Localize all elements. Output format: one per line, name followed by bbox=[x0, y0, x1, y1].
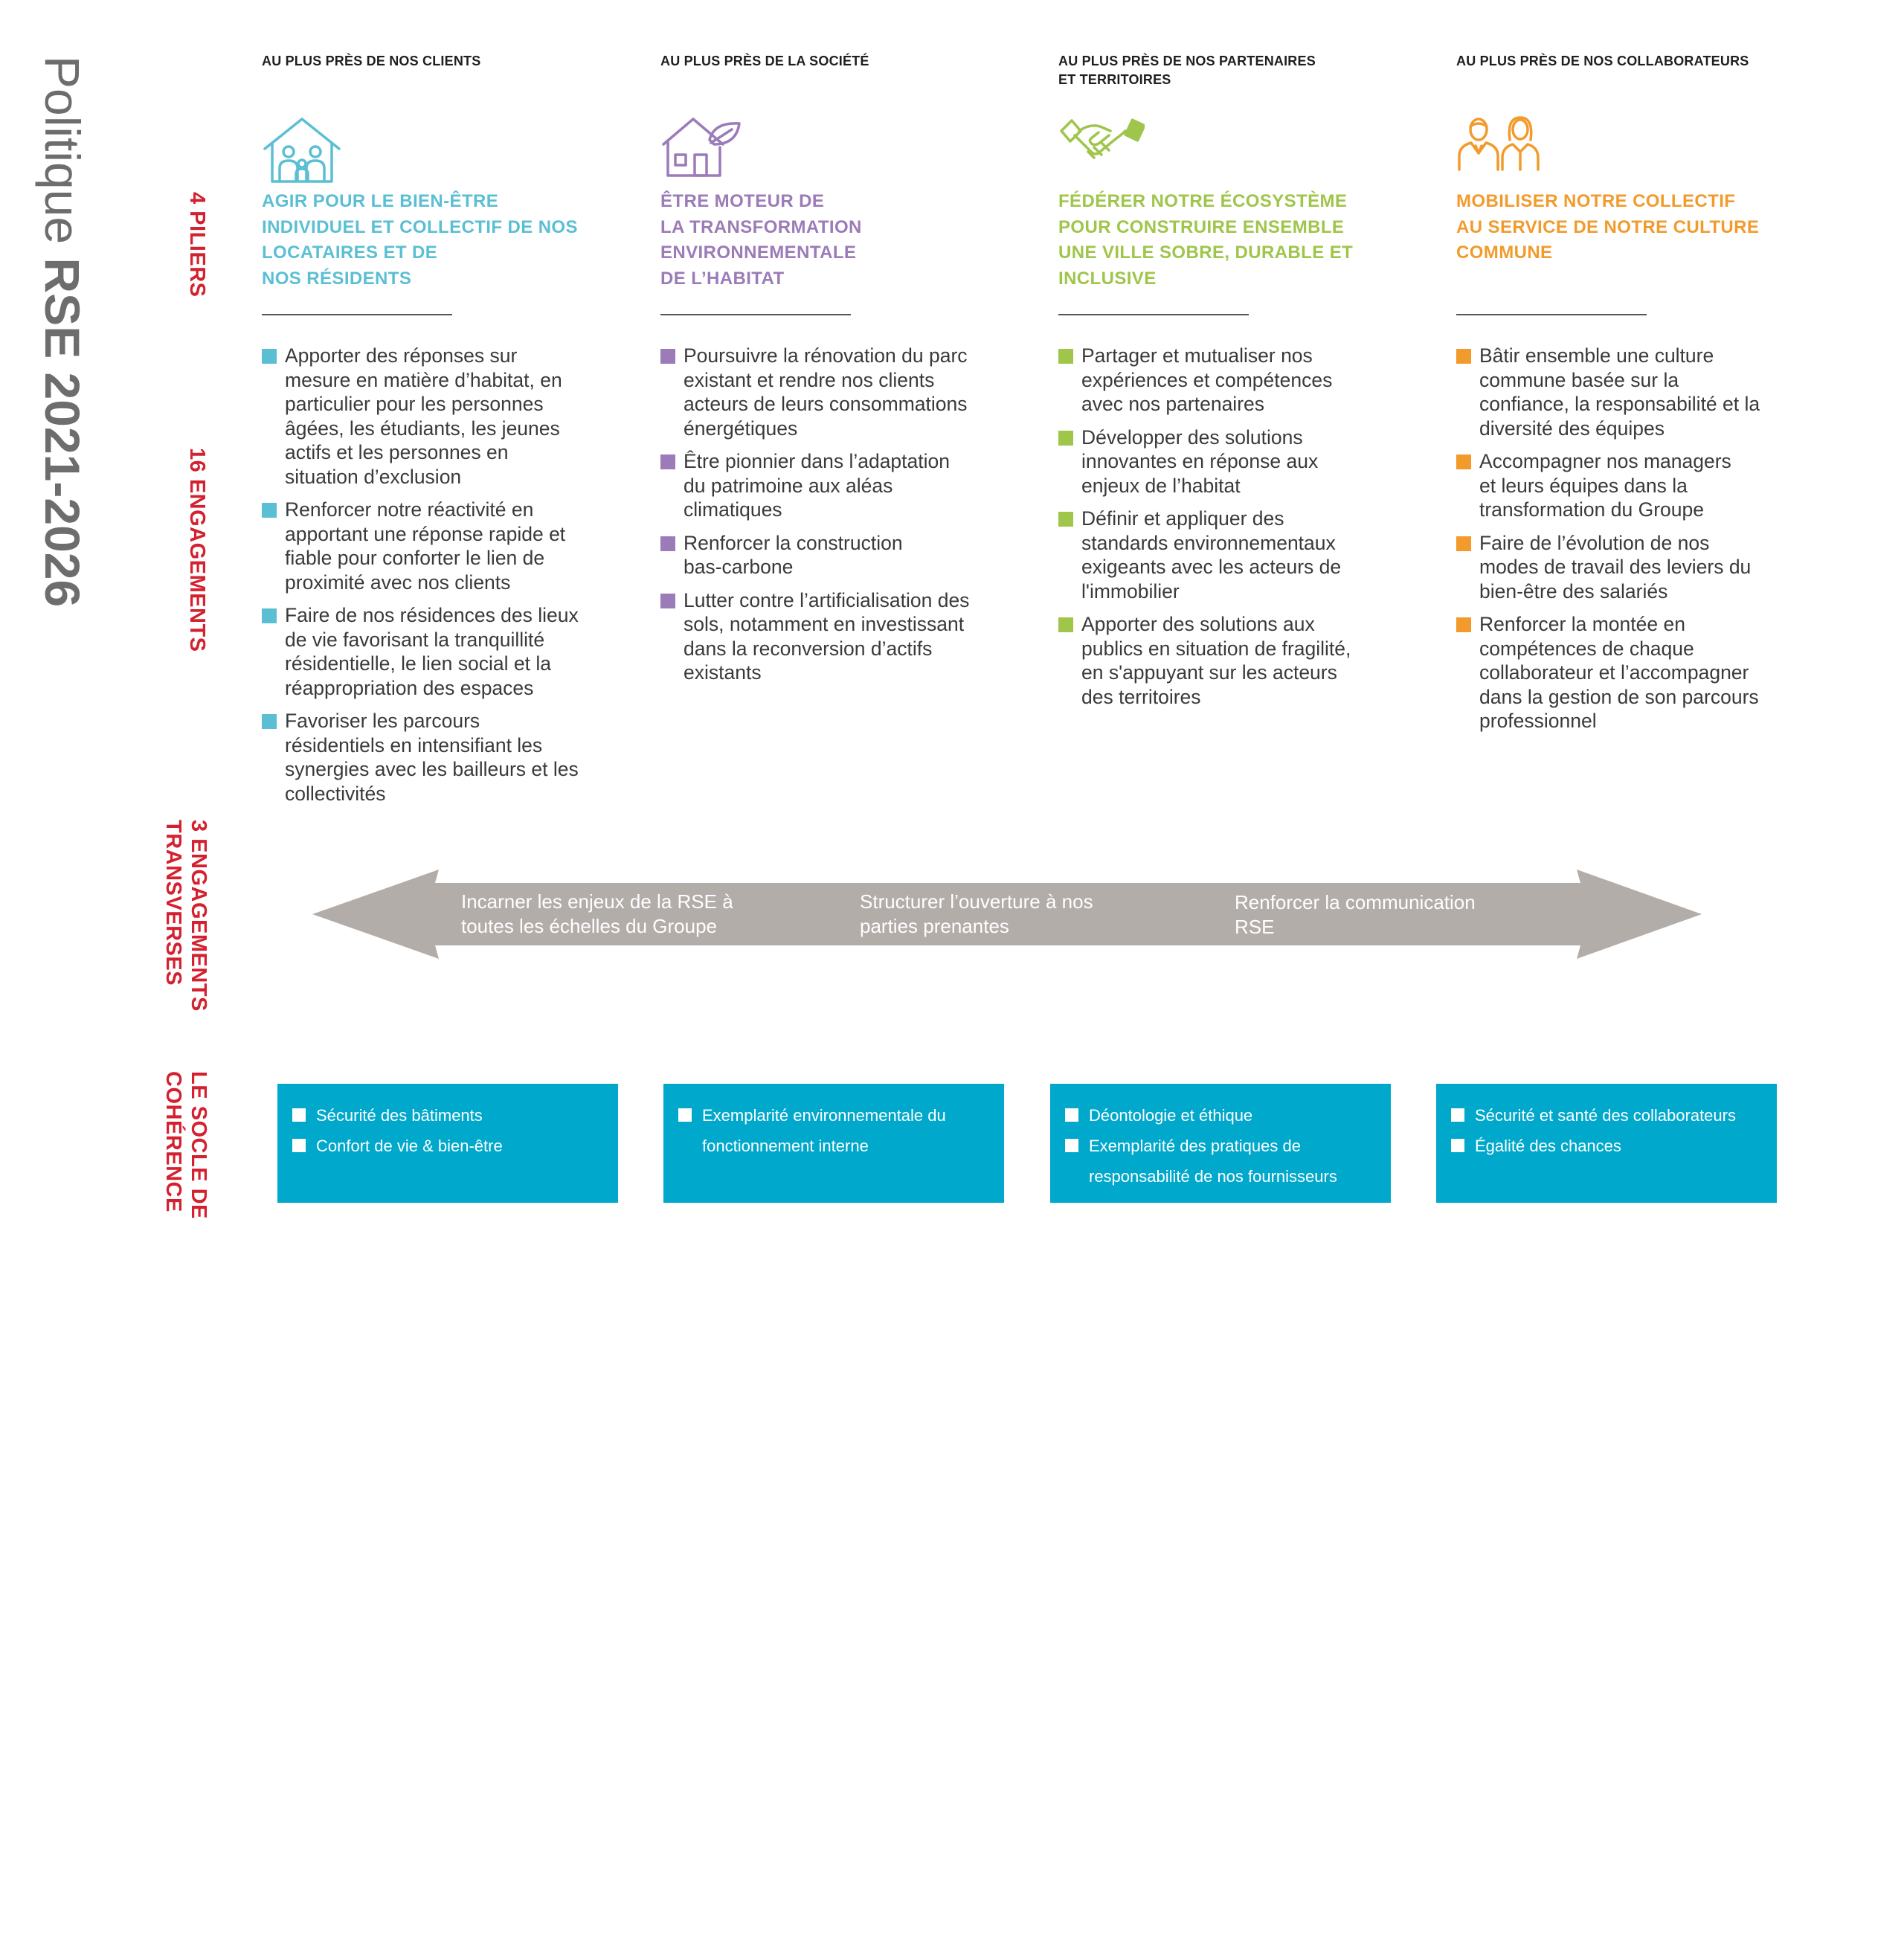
square-bullet-icon bbox=[1058, 512, 1073, 527]
pillar-title-line: COMMUNE bbox=[1456, 242, 1553, 263]
commitment-line: confiance, la responsabilité et la bbox=[1479, 393, 1760, 415]
socle-item bbox=[1451, 1131, 1777, 1161]
pillar-title-line: ENVIRONNEMENTALE bbox=[660, 242, 857, 263]
pillar-title-line: FÉDÉRER NOTRE ÉCOSYSTÈME bbox=[1058, 191, 1348, 211]
square-bullet-icon bbox=[1065, 1139, 1078, 1152]
column-header-line: AU PLUS PRÈS DE NOS PARTENAIRES bbox=[1058, 54, 1316, 68]
commitment-item bbox=[1058, 507, 1386, 603]
row-label-engagements bbox=[184, 448, 210, 652]
column-header bbox=[660, 52, 995, 97]
commitment-line: bas-carbone bbox=[684, 556, 794, 578]
square-bullet-icon bbox=[1456, 349, 1471, 364]
socle-item bbox=[1065, 1100, 1391, 1131]
transverse-item bbox=[461, 890, 733, 938]
commitment-line: climatiques bbox=[684, 498, 782, 521]
commitment-line: synergies avec les bailleurs et les bbox=[285, 758, 579, 780]
commitment-line: énergétiques bbox=[684, 417, 798, 440]
transverse-item-line: Renforcer la communication bbox=[1235, 891, 1476, 913]
column-header-line: AU PLUS PRÈS DE NOS CLIENTS bbox=[262, 54, 481, 68]
commitment-item bbox=[262, 709, 589, 806]
commitment-line: diversité des équipes bbox=[1479, 417, 1665, 440]
commitment-line: expériences et compétences bbox=[1081, 368, 1333, 391]
commitment-line: transformation du Groupe bbox=[1479, 498, 1704, 521]
commitment-line: standards environnementaux bbox=[1081, 531, 1336, 554]
commitment-line: Renforcer la construction bbox=[684, 531, 903, 554]
commitment-line: collectivités bbox=[285, 782, 386, 805]
commitment-line: particulier pour les personnes bbox=[285, 393, 544, 415]
commitment-line: fiable pour conforter le lien de bbox=[285, 547, 545, 569]
commitment-list bbox=[1456, 344, 1784, 742]
pillar-title bbox=[660, 189, 1010, 292]
commitment-item bbox=[660, 531, 988, 579]
house-family-icon bbox=[262, 115, 342, 190]
commitment-line: situation d’exclusion bbox=[285, 465, 462, 488]
commitment-line: professionnel bbox=[1479, 710, 1597, 732]
square-bullet-icon bbox=[1451, 1139, 1464, 1152]
commitment-line: Bâtir ensemble une culture bbox=[1479, 344, 1714, 367]
commitment-list bbox=[1058, 344, 1386, 718]
pillar-title-line: DE L’HABITAT bbox=[660, 268, 785, 289]
commitment-line: acteurs de leurs consommations bbox=[684, 393, 968, 415]
commitment-line: Apporter des réponses sur bbox=[285, 344, 518, 367]
commitment-line: modes de travail des leviers du bbox=[1479, 556, 1752, 578]
row-label-piliers bbox=[184, 192, 210, 298]
square-bullet-icon bbox=[1058, 349, 1073, 364]
commitment-line: enjeux de l’habitat bbox=[1081, 474, 1241, 497]
commitment-line: âgées, les étudiants, les jeunes bbox=[285, 417, 560, 440]
square-bullet-icon bbox=[1456, 617, 1471, 632]
commitment-line: mesure en matière d’habitat, en bbox=[285, 368, 562, 391]
commitment-line: existant et rendre nos clients bbox=[684, 368, 935, 391]
pillar-title bbox=[1456, 189, 1806, 266]
commitment-line: réappropriation des espaces bbox=[285, 676, 534, 699]
pillar-divider bbox=[1058, 314, 1249, 315]
socle-item-line: Exemplarité des pratiques de bbox=[1089, 1137, 1301, 1155]
pillar-divider bbox=[1456, 314, 1647, 315]
document-title-light: Politique bbox=[35, 56, 90, 258]
commitment-item bbox=[660, 344, 988, 440]
column-header bbox=[1456, 52, 1791, 97]
commitment-line: Partager et mutualiser nos bbox=[1081, 344, 1313, 367]
transverse-item-line: toutes les échelles du Groupe bbox=[461, 914, 717, 937]
commitment-item bbox=[262, 603, 589, 700]
commitment-item bbox=[1456, 449, 1784, 522]
commitment-line: Poursuivre la rénovation du parc bbox=[684, 344, 968, 367]
commitment-line: Faire de l’évolution de nos bbox=[1479, 531, 1710, 554]
commitment-line: Être pionnier dans l’adaptation bbox=[684, 450, 950, 472]
pillar-title-line: ÊTRE MOTEUR DE bbox=[660, 191, 825, 211]
commitment-line: Favoriser les parcours bbox=[285, 710, 480, 732]
commitment-line: dans la reconversion d’actifs bbox=[684, 637, 933, 660]
commitment-line: avec nos partenaires bbox=[1081, 393, 1265, 415]
column-header-line: ET TERRITOIRES bbox=[1058, 72, 1171, 87]
square-bullet-icon bbox=[1456, 536, 1471, 551]
commitment-item bbox=[660, 588, 988, 685]
column-header-line: AU PLUS PRÈS DE NOS COLLABORATEURS bbox=[1456, 54, 1749, 68]
commitment-item bbox=[1058, 425, 1386, 498]
commitment-item bbox=[660, 449, 988, 522]
transverse-item-line: RSE bbox=[1235, 915, 1275, 938]
commitment-line: du patrimoine aux aléas bbox=[684, 474, 893, 497]
commitment-item bbox=[262, 498, 589, 594]
square-bullet-icon bbox=[262, 349, 277, 364]
square-bullet-icon bbox=[1065, 1108, 1078, 1122]
document-title bbox=[28, 56, 97, 1960]
square-bullet-icon bbox=[262, 503, 277, 518]
row-label-transverses-line: 3 ENGAGEMENTS bbox=[187, 820, 210, 1012]
square-bullet-icon bbox=[262, 608, 277, 623]
square-bullet-icon bbox=[292, 1108, 306, 1122]
square-bullet-icon bbox=[1456, 454, 1471, 469]
transverse-item bbox=[1235, 890, 1476, 939]
commitment-line: Renforcer la montée en bbox=[1479, 613, 1685, 635]
square-bullet-icon bbox=[660, 454, 675, 469]
socle-box bbox=[277, 1084, 618, 1203]
pillar-title-line: LA TRANSFORMATION bbox=[660, 216, 862, 237]
pillar-column bbox=[1058, 52, 1393, 708]
commitment-line: exigeants avec les acteurs de bbox=[1081, 556, 1342, 578]
pillar-column bbox=[1456, 52, 1791, 732]
row-label-transverses-line: TRANSVERSES bbox=[161, 820, 185, 986]
socle-item bbox=[1451, 1100, 1777, 1131]
commitment-line: Définir et appliquer des bbox=[1081, 507, 1284, 530]
commitment-line: publics en situation de fragilité, bbox=[1081, 637, 1351, 660]
socle-box bbox=[1436, 1084, 1777, 1203]
square-bullet-icon bbox=[1451, 1108, 1464, 1122]
commitment-line: des territoires bbox=[1081, 685, 1201, 708]
socle-item bbox=[292, 1131, 618, 1161]
commitment-item bbox=[1058, 344, 1386, 417]
commitment-item bbox=[1456, 612, 1784, 733]
square-bullet-icon bbox=[262, 714, 277, 729]
pillar-title-line: AGIR POUR LE BIEN-ÊTRE bbox=[262, 191, 499, 211]
pillar-title-line: AU SERVICE DE NOTRE CULTURE bbox=[1456, 216, 1760, 237]
commitment-line: Développer des solutions bbox=[1081, 425, 1303, 449]
commitment-line: actifs et les personnes en bbox=[285, 441, 509, 463]
row-label-socle-line: COHÉRENCE bbox=[161, 1071, 185, 1212]
row-label-piliers-text: 4 PILIERS bbox=[185, 192, 209, 298]
commitment-list bbox=[660, 344, 988, 694]
transverse-item-line: Structurer l’ouverture à nos bbox=[860, 890, 1093, 913]
collaborators-icon bbox=[1456, 115, 1543, 175]
commitment-line: en s'appuyant sur les acteurs bbox=[1081, 661, 1337, 684]
square-bullet-icon bbox=[1058, 617, 1073, 632]
commitment-line: existants bbox=[684, 661, 762, 684]
square-bullet-icon bbox=[678, 1108, 692, 1122]
commitment-line: proximité avec nos clients bbox=[285, 571, 511, 594]
transverse-item-line: Incarner les enjeux de la RSE à bbox=[461, 890, 733, 913]
commitment-line: apportant une réponse rapide et bbox=[285, 522, 566, 545]
pillar-column bbox=[262, 52, 596, 805]
socle-box bbox=[1050, 1084, 1391, 1203]
socle-item-line: Sécurité et santé des collaborateurs bbox=[1475, 1106, 1736, 1125]
commitment-line: innovantes en réponse aux bbox=[1081, 450, 1319, 472]
house-leaf-icon bbox=[660, 115, 744, 182]
socle-item bbox=[678, 1100, 1004, 1161]
row-label-socle-line: LE SOCLE DE bbox=[187, 1071, 210, 1219]
commitment-item bbox=[1456, 531, 1784, 604]
pillar-title-line: MOBILISER NOTRE COLLECTIF bbox=[1456, 191, 1736, 211]
commitment-line: Apporter des solutions aux bbox=[1081, 613, 1315, 635]
commitment-line: Lutter contre l’artificialisation des bbox=[684, 588, 970, 611]
transverse-item-line: parties prenantes bbox=[860, 914, 1009, 937]
pillar-title-line: UNE VILLE SOBRE, DURABLE ET bbox=[1058, 242, 1354, 263]
commitment-item bbox=[1058, 612, 1386, 709]
row-label-socle bbox=[161, 1071, 211, 1219]
commitment-line: résidentiels en intensifiant les bbox=[285, 733, 543, 756]
square-bullet-icon bbox=[660, 536, 675, 551]
commitment-line: et leurs équipes dans la bbox=[1479, 474, 1688, 497]
square-bullet-icon bbox=[660, 594, 675, 608]
pillar-title bbox=[1058, 189, 1408, 292]
commitment-line: bien-être des salariés bbox=[1479, 579, 1668, 603]
socle-item-line: Égalité des chances bbox=[1475, 1137, 1621, 1155]
commitment-line: commune basée sur la bbox=[1479, 368, 1679, 391]
commitment-line: Faire de nos résidences des lieux bbox=[285, 604, 579, 626]
column-header bbox=[1058, 52, 1393, 97]
commitment-line: Accompagner nos managers bbox=[1479, 450, 1731, 472]
pillar-title-line: LOCATAIRES ET DE bbox=[262, 242, 438, 263]
socle-item-line: Exemplarité environnementale du bbox=[702, 1106, 946, 1125]
commitment-line: Renforcer notre réactivité en bbox=[285, 498, 534, 521]
commitment-line: de vie favorisant la tranquillité bbox=[285, 628, 545, 651]
pillar-title-line: INCLUSIVE bbox=[1058, 268, 1157, 289]
document-title-bold: RSE 2021-2026 bbox=[35, 257, 90, 608]
socle-item-line: Sécurité des bâtiments bbox=[316, 1106, 483, 1125]
column-header-line: AU PLUS PRÈS DE LA SOCIÉTÉ bbox=[660, 54, 869, 68]
square-bullet-icon bbox=[292, 1139, 306, 1152]
socle-box bbox=[663, 1084, 1004, 1203]
socle-item bbox=[292, 1100, 618, 1131]
pillar-divider bbox=[660, 314, 851, 315]
commitment-line: sols, notamment en investissant bbox=[684, 613, 965, 635]
commitment-line: résidentielle, le lien social et la bbox=[285, 652, 551, 675]
commitment-line: compétences de chaque bbox=[1479, 637, 1694, 660]
commitment-line: collaborateur et l’accompagner bbox=[1479, 661, 1749, 684]
commitment-item bbox=[1456, 344, 1784, 440]
commitment-list bbox=[262, 344, 589, 814]
column-header bbox=[262, 52, 596, 97]
pillar-title-line: NOS RÉSIDENTS bbox=[262, 268, 412, 289]
socle-item-line: Déontologie et éthique bbox=[1089, 1106, 1253, 1125]
commitment-line: dans la gestion de son parcours bbox=[1479, 685, 1759, 708]
transverse-item bbox=[860, 890, 1093, 938]
socle-item bbox=[1065, 1131, 1391, 1192]
row-label-engagements-text: 16 ENGAGEMENTS bbox=[185, 448, 209, 652]
commitment-line: l'immobilier bbox=[1081, 579, 1180, 603]
pillar-title-line: INDIVIDUEL ET COLLECTIF DE NOS bbox=[262, 216, 578, 237]
socle-item-line: Confort de vie & bien-être bbox=[316, 1137, 503, 1155]
square-bullet-icon bbox=[1058, 431, 1073, 446]
square-bullet-icon bbox=[660, 349, 675, 364]
pillar-divider bbox=[262, 314, 452, 315]
pillar-column bbox=[660, 52, 995, 684]
pillar-title-line: POUR CONSTRUIRE ENSEMBLE bbox=[1058, 216, 1345, 237]
pillar-title bbox=[262, 189, 611, 292]
row-label-transverses bbox=[161, 820, 211, 1012]
handshake-icon bbox=[1058, 115, 1145, 173]
socle-item-line: responsabilité de nos fournisseurs bbox=[1089, 1167, 1337, 1186]
socle-item-line: fonctionnement interne bbox=[702, 1137, 869, 1155]
commitment-item bbox=[262, 344, 589, 489]
